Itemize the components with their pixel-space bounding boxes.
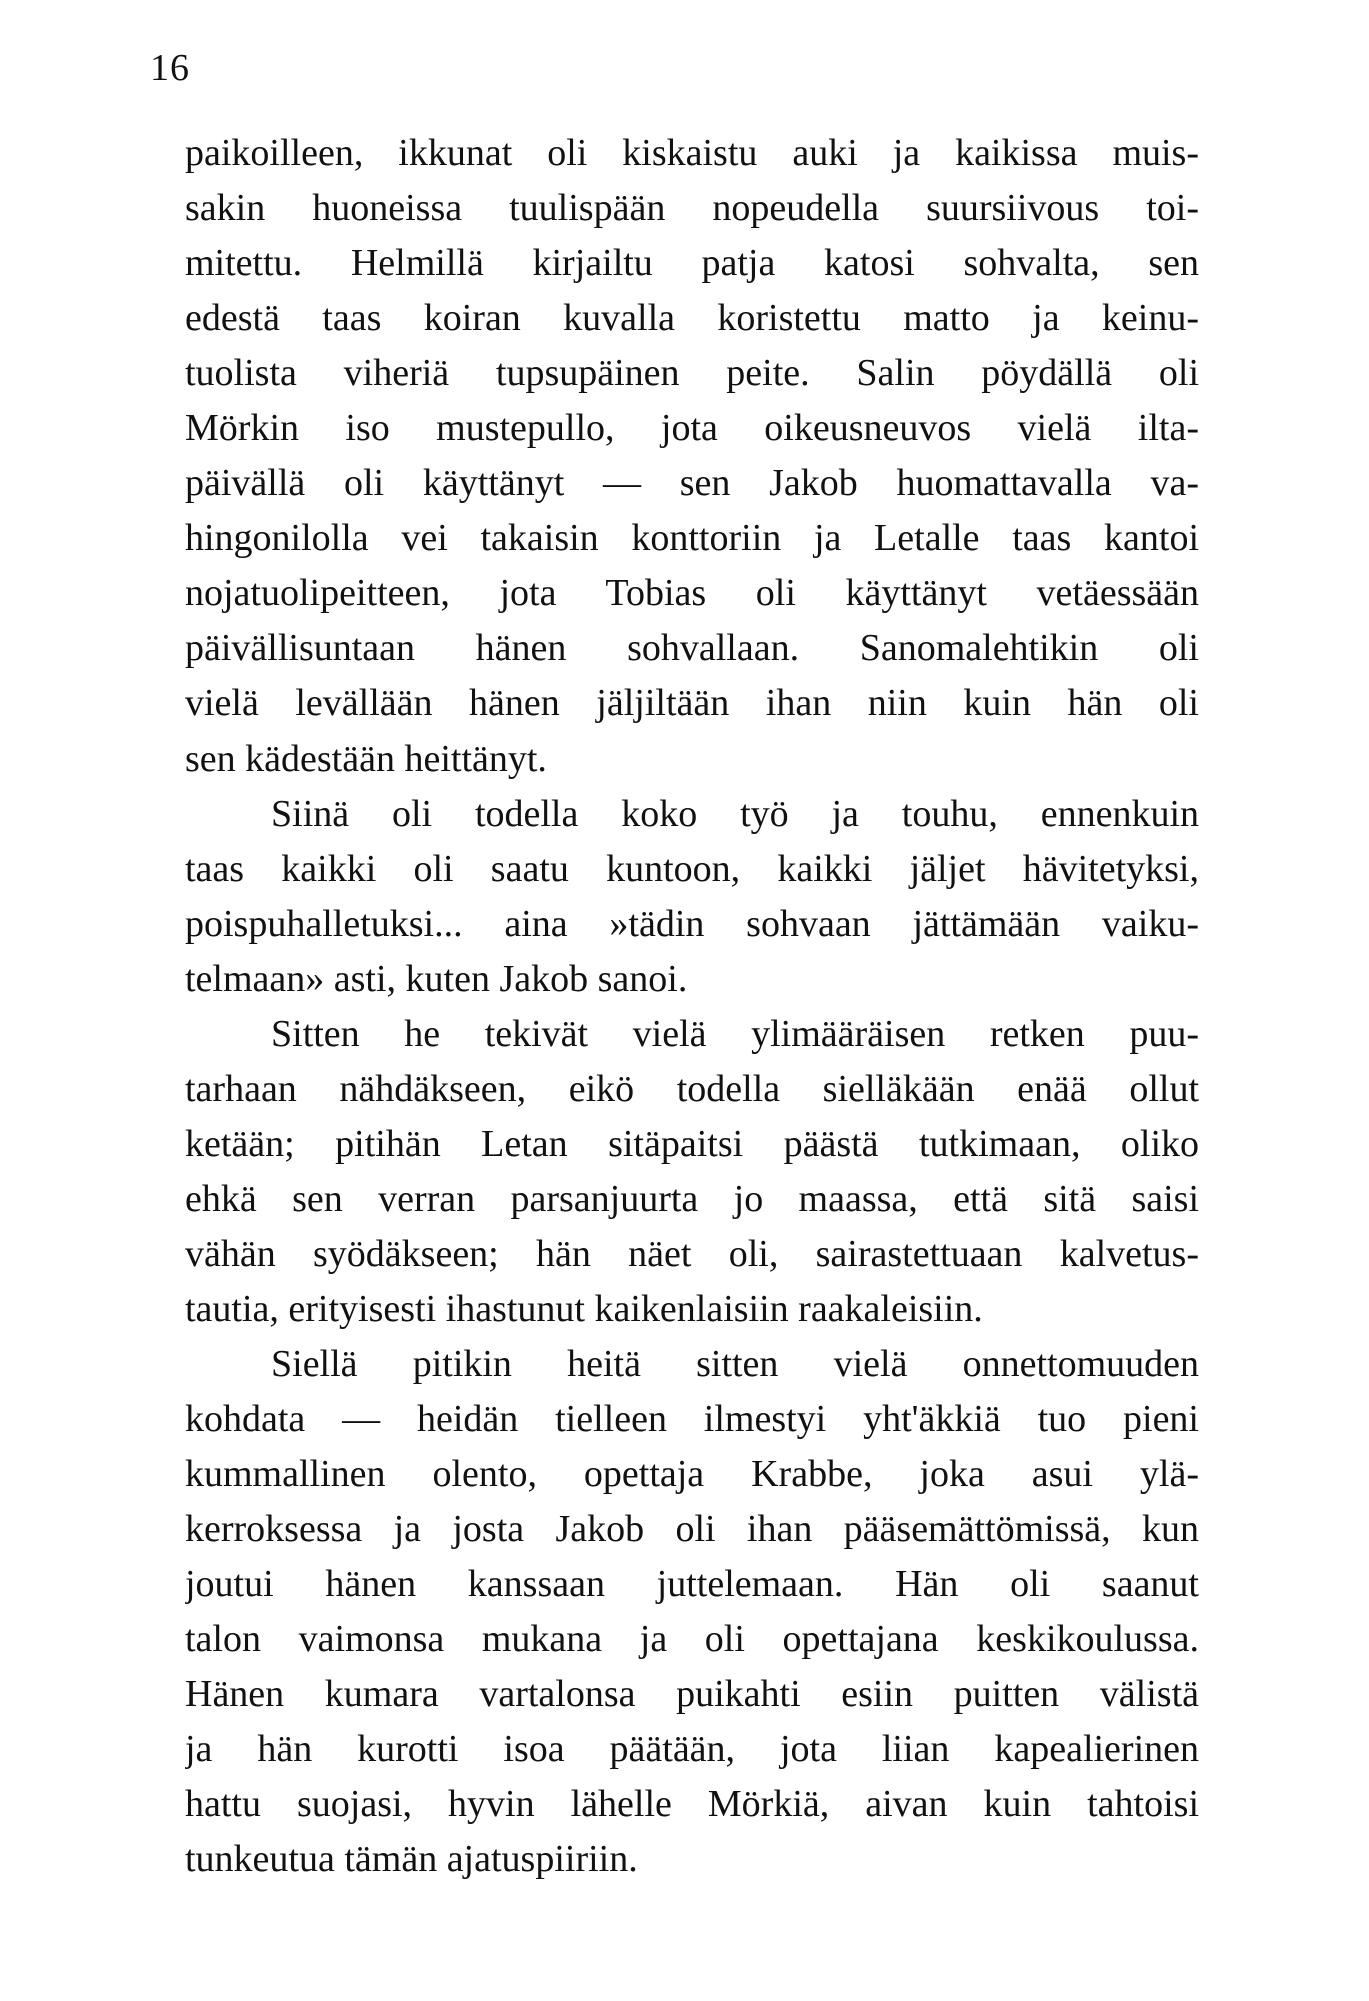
text-line: mitettu. Helmillä kirjailtu patja katosi sohvalta, sen bbox=[185, 242, 1199, 285]
text-line: ja hän kurotti isoa päätään, jota liian kapealierinen bbox=[185, 1728, 1199, 1771]
text-line: hingonilolla vei takaisin konttoriin ja Letalle taas kantoi bbox=[185, 517, 1199, 560]
text-line: taas kaikki oli saatu kuntoon, kaikki jäljet hävitetyksi, bbox=[185, 847, 1199, 890]
text-line: ketään; pitihän Letan sitäpaitsi päästä tutkimaan, oliko bbox=[185, 1122, 1199, 1165]
text-line: kohdata — heidän tielleen ilmestyi yht'äkkiä tuo pieni bbox=[185, 1398, 1199, 1441]
body-text bbox=[185, 126, 1199, 1888]
text-line: sen kädestään heittänyt. bbox=[185, 737, 547, 780]
text-line: nojatuolipeitteen, jota Tobias oli käyttänyt vetäessään bbox=[185, 572, 1199, 615]
text-line: kerroksessa ja josta Jakob oli ihan pääsemättömissä, kun bbox=[185, 1508, 1199, 1551]
text-line: edestä taas koiran kuvalla koristettu matto ja keinu- bbox=[185, 297, 1199, 340]
text-line: Siellä pitikin heitä sitten vielä onnettomuuden bbox=[271, 1343, 1199, 1386]
text-line: päivällisuntaan hänen sohvallaan. Sanomalehtikin oli bbox=[185, 627, 1199, 670]
text-line: Siinä oli todella koko työ ja touhu, ennenkuin bbox=[271, 792, 1199, 835]
text-line: Hänen kumara vartalonsa puikahti esiin puitten välistä bbox=[185, 1673, 1199, 1716]
text-line: sakin huoneissa tuulispään nopeudella suursiivous toi- bbox=[185, 187, 1199, 230]
text-line: kummallinen olento, opettaja Krabbe, joka asui ylä- bbox=[185, 1453, 1199, 1496]
text-line: vielä levällään hänen jäljiltään ihan niin kuin hän oli bbox=[185, 682, 1199, 725]
text-line: joutui hänen kanssaan juttelemaan. Hän oli saanut bbox=[185, 1563, 1199, 1606]
text-line: hattu suojasi, hyvin lähelle Mörkiä, aivan kuin tahtoisi bbox=[185, 1783, 1199, 1826]
text-line: Mörkin iso mustepullo, jota oikeusneuvos vielä ilta- bbox=[185, 407, 1199, 450]
text-line: tarhaan nähdäkseen, eikö todella sielläkään enää ollut bbox=[185, 1067, 1199, 1110]
text-line: tautia, erityisesti ihastunut kaikenlaisiin raakaleisiin. bbox=[185, 1287, 983, 1330]
text-line: ehkä sen verran parsanjuurta jo maassa, että sitä saisi bbox=[185, 1177, 1199, 1220]
text-line: Sitten he tekivät vielä ylimääräisen retken puu- bbox=[271, 1012, 1199, 1055]
text-line: tuolista viheriä tupsupäinen peite. Salin pöydällä oli bbox=[185, 352, 1199, 395]
text-line: päivällä oli käyttänyt — sen Jakob huomattavalla va- bbox=[185, 462, 1199, 505]
text-line: poispuhalletuksi... aina »tädin sohvaan jättämään vaiku- bbox=[185, 902, 1199, 945]
text-line: telmaan» asti, kuten Jakob sanoi. bbox=[185, 957, 688, 1000]
page-number: 16 bbox=[150, 47, 190, 89]
text-line: tunkeutua tämän ajatuspiiriin. bbox=[185, 1838, 638, 1881]
text-line: talon vaimonsa mukana ja oli opettajana keskikoulussa. bbox=[185, 1618, 1199, 1661]
text-line: paikoilleen, ikkunat oli kiskaistu auki ja kaikissa muis- bbox=[185, 132, 1199, 174]
text-line: vähän syödäkseen; hän näet oli, sairastettuaan kalvetus- bbox=[185, 1232, 1199, 1275]
